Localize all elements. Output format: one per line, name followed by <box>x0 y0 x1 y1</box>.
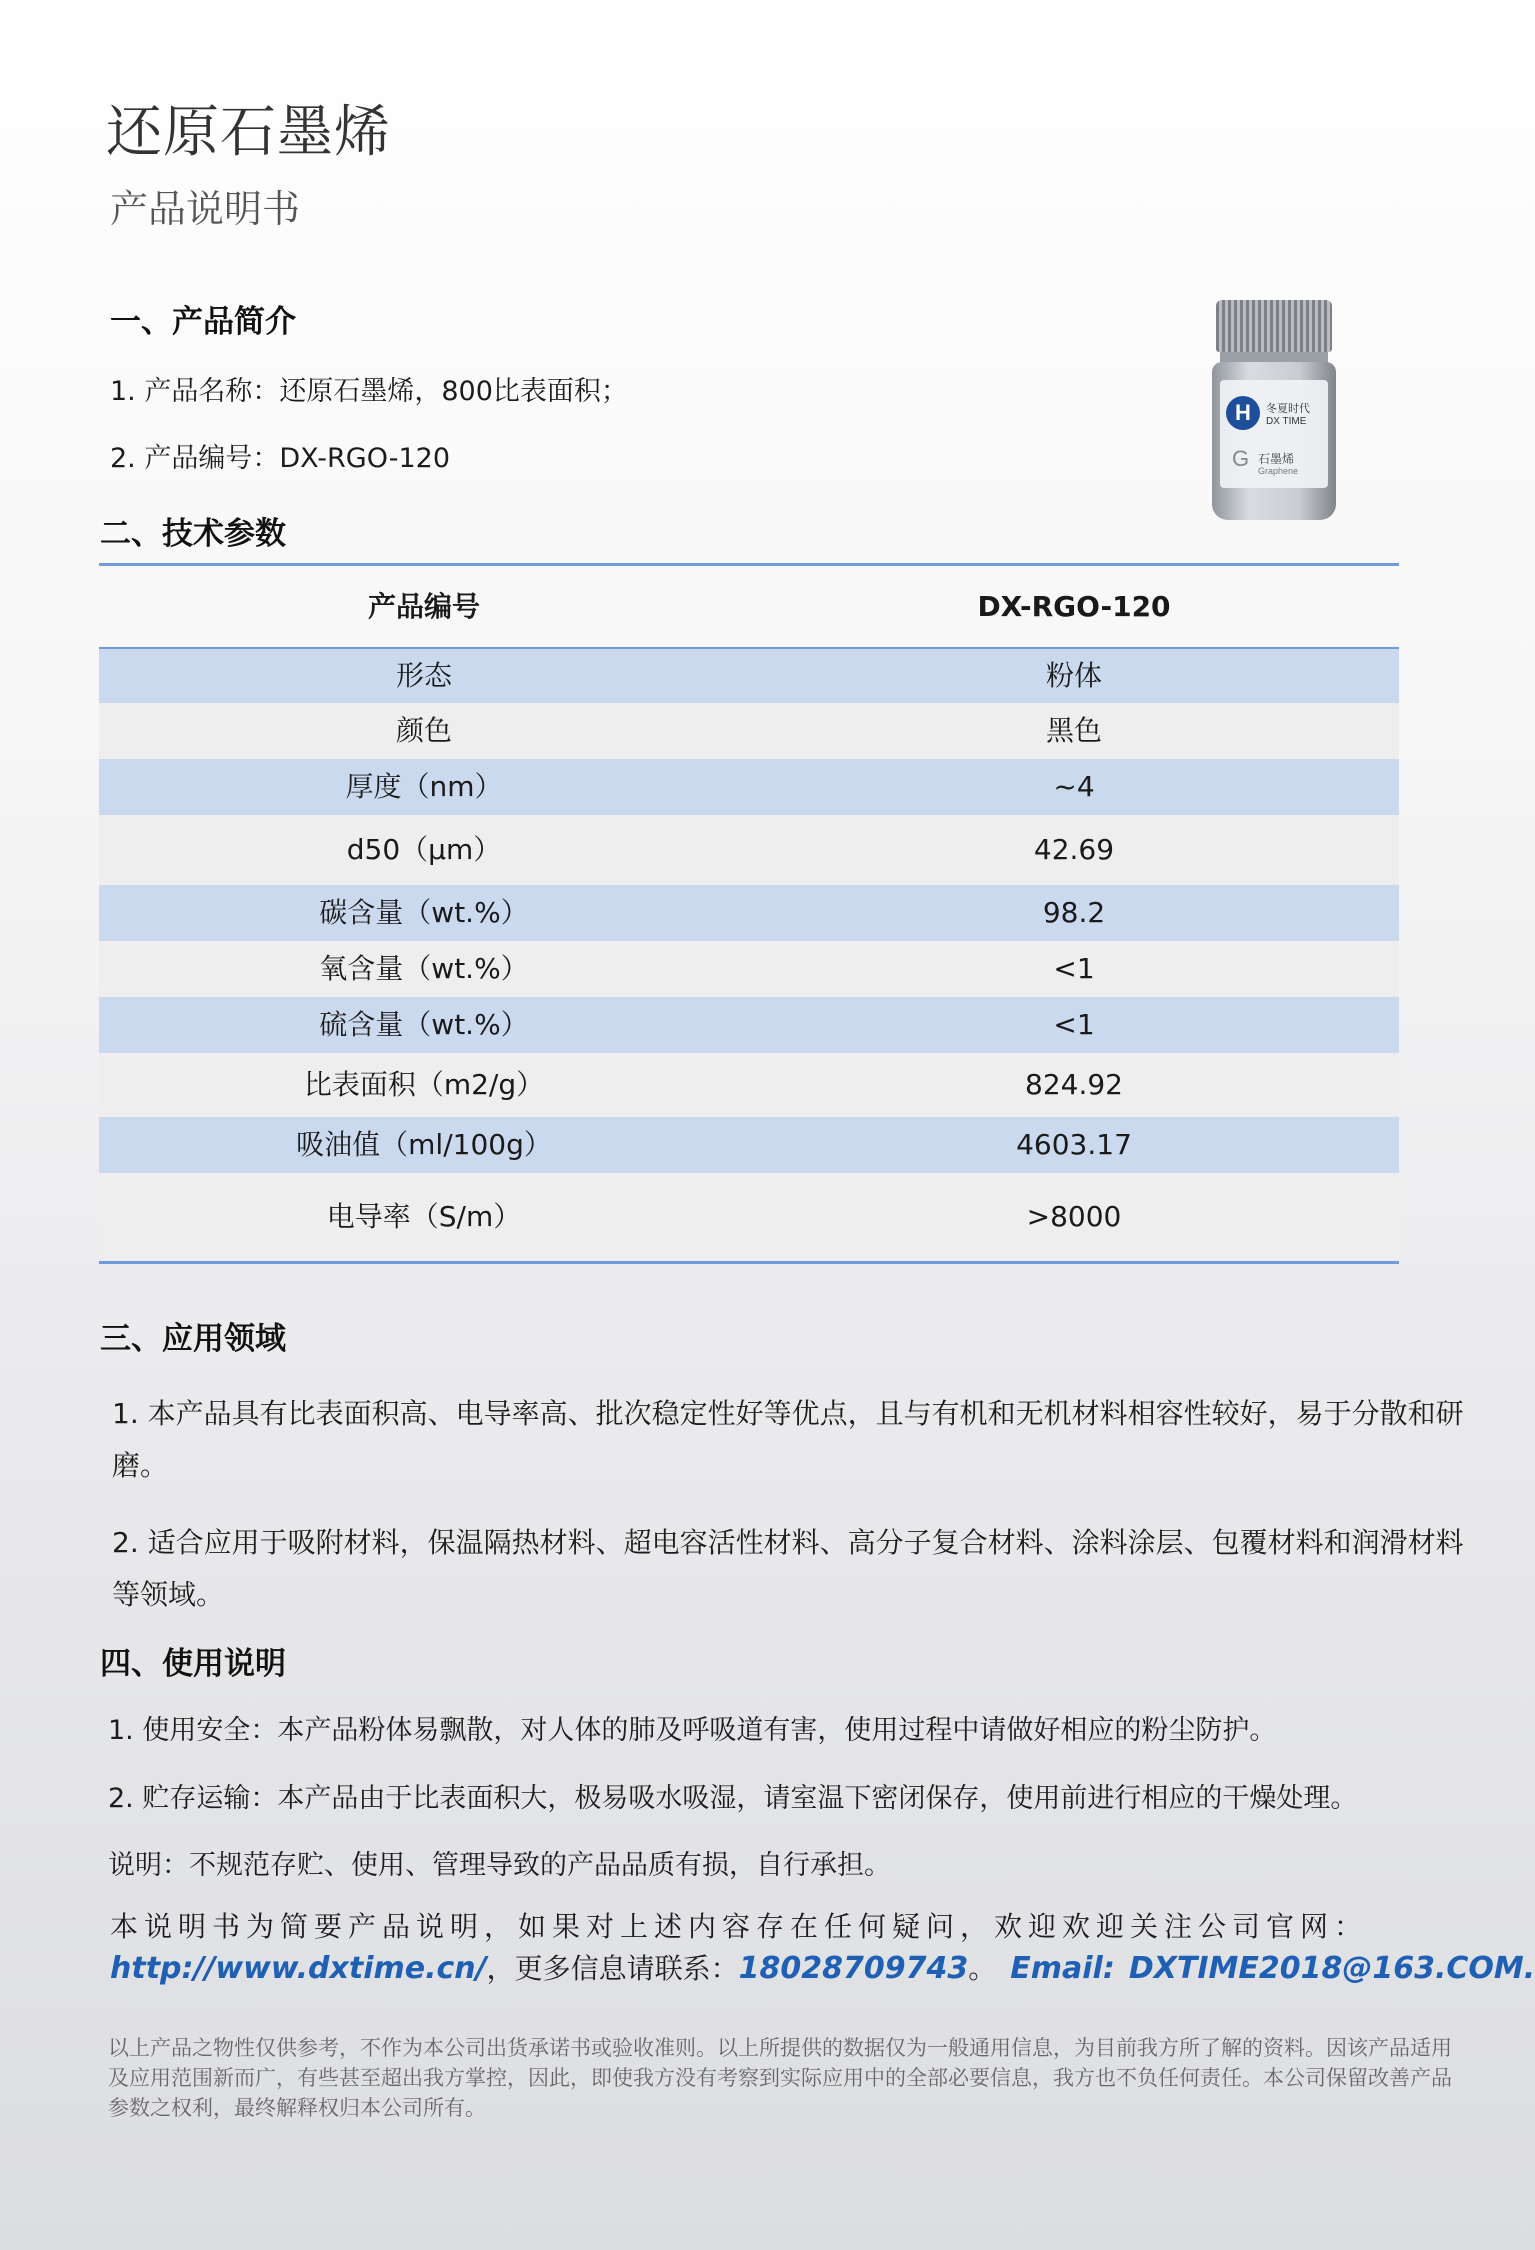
application-item: 1. 本产品具有比表面积高、电导率高、批次稳定性好等优点，且与有机和无机材料相容性较好，易于分散和研磨。 <box>112 1397 1464 1482</box>
section-heading-specs: 二、技术参数 <box>100 516 286 552</box>
usage-item: 1. 使用安全：本产品粉体易飘散，对人体的肺及呼吸道有害，使用过程中请做好相应的粉尘防护。 <box>108 1715 1277 1746</box>
table-row <box>99 1053 1399 1117</box>
product-name-item: 1. 产品名称：还原石墨烯，800比表面积； <box>110 376 628 407</box>
table-cell: 比表面积（m2/g） <box>303 1068 545 1101</box>
table-cell: ~4 <box>1053 770 1095 803</box>
table-cell: d50（μm） <box>346 833 502 866</box>
table-cell: <1 <box>1053 1008 1095 1041</box>
website-link[interactable]: http://www.dxtime.cn/ <box>110 1951 487 1986</box>
table-cell: 黑色 <box>1045 714 1102 747</box>
table-row <box>99 885 1399 941</box>
table-row <box>99 703 1399 759</box>
bottle-label-cn: 石墨烯 <box>1258 452 1295 466</box>
table-row <box>99 1117 1399 1173</box>
table-header-row <box>99 566 1399 649</box>
product-code-item: 2. 产品编号：DX-RGO-120 <box>110 443 450 474</box>
usage-item: 2. 贮存运输：本产品由于比表面积大，极易吸水吸湿，请室温下密闭保存，使用前进行相应的干燥处理。 <box>108 1783 1358 1814</box>
phone-number[interactable]: 18028709743 <box>738 1951 969 1986</box>
table-header-cell: 产品编号 <box>367 590 480 623</box>
bottle-brand-cn: 冬夏时代 <box>1266 402 1310 415</box>
table-row <box>99 649 1399 703</box>
spec-table <box>99 563 1399 1264</box>
contact-intro: 本说明书为简要产品说明，如果对上述内容存在任何疑问，欢迎欢迎关注公司官网： <box>110 1910 1369 1943</box>
table-cell: >8000 <box>1026 1200 1122 1233</box>
table-row <box>99 997 1399 1053</box>
bottle-label-en: Graphene <box>1258 466 1299 476</box>
disclaimer-text: 以上产品之物性仅供参考，不作为本公司出货承诺书或验收准则。以上所提供的数据仅为一般通用信息，为目前我方所了解的资料。因该产品适用及应用范围新而广，有些甚至超出我方掌控，因此，即使我方没有考察到实际应用中的全部必要信息，我方也不负任何责任。本公司保留改善产品参数之权利，最终解释权归本公司所有。 <box>108 2036 1452 2120</box>
table-cell: 吸油值（ml/100g） <box>296 1128 552 1161</box>
email-label: Email: <box>1010 1951 1115 1986</box>
table-header-cell: DX-RGO-120 <box>977 590 1171 623</box>
table-cell: 电导率（S/m） <box>326 1200 522 1233</box>
table-cell: <1 <box>1053 952 1095 985</box>
table-cell: 厚度（nm） <box>345 770 503 803</box>
period-text: 。 <box>968 1952 997 1985</box>
table-cell: 42.69 <box>1033 833 1115 866</box>
contact-line <box>110 1947 1535 1987</box>
table-row <box>99 815 1399 885</box>
section-heading-applications: 三、应用领域 <box>100 1321 286 1357</box>
section-heading-usage: 四、使用说明 <box>100 1646 286 1682</box>
table-row <box>99 941 1399 997</box>
table-row <box>99 759 1399 815</box>
table-cell: 氧含量（wt.%） <box>319 952 529 985</box>
product-bottle-icon <box>1212 300 1336 520</box>
table-cell: 碳含量（wt.%） <box>319 896 529 929</box>
section-heading-intro: 一、产品简介 <box>110 304 296 340</box>
table-cell: 4603.17 <box>1016 1128 1132 1161</box>
table-cell: 硫含量（wt.%） <box>319 1008 529 1041</box>
table-cell: 98.2 <box>1042 896 1106 929</box>
table-cell: 粉体 <box>1045 659 1102 692</box>
bottle-brand-en: DX TIME <box>1266 416 1307 427</box>
email-link[interactable]: DXTIME2018@163.COM. <box>1128 1951 1535 1986</box>
more-info-text: ，更多信息请联系： <box>486 1952 739 1985</box>
application-item: 2. 适合应用于吸附材料，保温隔热材料、超电容活性材料、高分子复合材料、涂料涂层、包覆材料和润滑材料等领域。 <box>112 1526 1464 1611</box>
brand-logo-icon: H <box>1226 396 1260 430</box>
table-row <box>99 1173 1399 1261</box>
table-cell: 824.92 <box>1025 1068 1123 1101</box>
page-title: 还原石墨烯 <box>106 100 391 165</box>
table-cell: 形态 <box>395 659 452 692</box>
usage-note: 说明：不规范存贮、使用、管理导致的产品品质有损，自行承担。 <box>108 1850 891 1881</box>
table-cell: 颜色 <box>395 714 452 747</box>
page-subtitle: 产品说明书 <box>110 187 301 231</box>
graphene-mark-icon: G <box>1232 446 1250 471</box>
